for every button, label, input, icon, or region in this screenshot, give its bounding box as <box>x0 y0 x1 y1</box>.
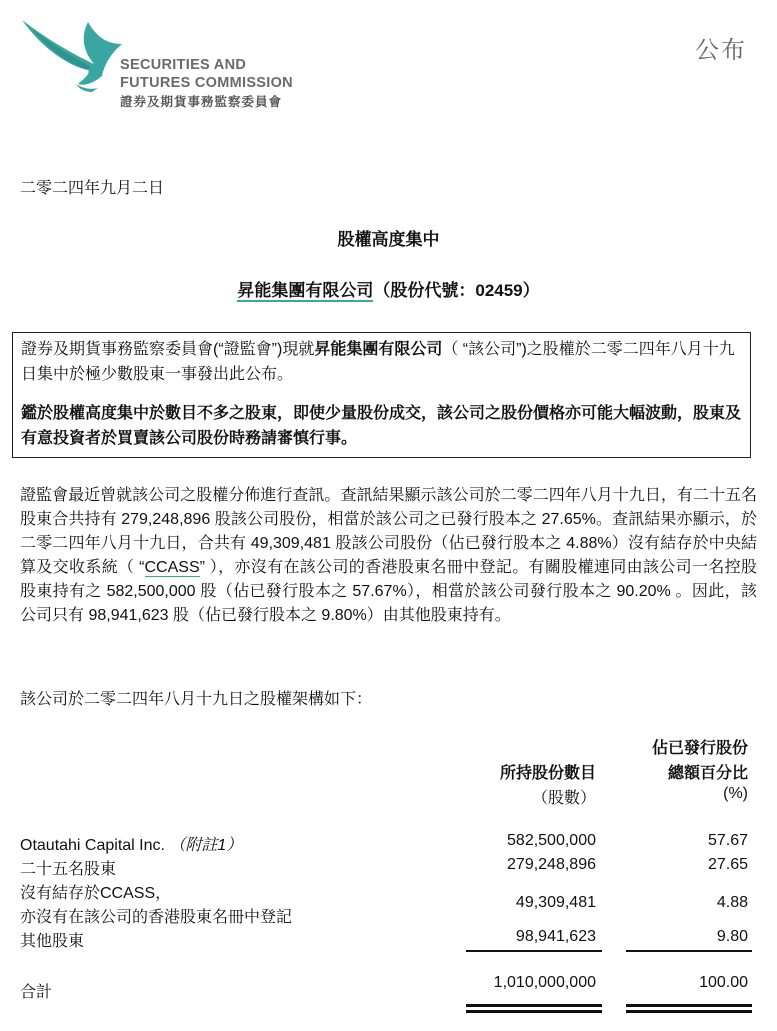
table-cell-shares: 98,941,623 <box>515 928 596 945</box>
shares-header: 所持股份數目 <box>499 765 596 782</box>
total-rule <box>626 1004 752 1007</box>
total-rule <box>626 1010 752 1013</box>
company-name: 昇能集團有限公司 <box>237 281 374 300</box>
table-row-label: 二十五名股東 <box>20 861 117 878</box>
total-label: 合計 <box>20 984 53 1001</box>
table-cell-pct: 27.65 <box>707 856 748 873</box>
logo-text-zh: 證券及期貨事務監察委員會 <box>120 95 283 109</box>
table-row-label: Otautahi Capital Inc. （附註1） <box>20 837 243 854</box>
shares-unit: （股數） <box>531 790 596 807</box>
subtotal-rule <box>466 950 602 952</box>
pct-header-line2: 總額百分比 <box>667 765 748 782</box>
table-cell-shares: 582,500,000 <box>507 832 596 849</box>
table-row-label: 亦沒有在該公司的香港股東名冊中登記 <box>20 909 293 926</box>
table-row-label: 沒有結存於CCASS， <box>20 885 172 902</box>
total-pct: 100.00 <box>699 974 748 991</box>
stock-code: （股份代號：02459） <box>373 281 540 300</box>
page-title: 股權高度集中 <box>337 230 440 249</box>
total-shares: 1,010,000,000 <box>493 974 596 991</box>
logo-text-en: SECURITIES AND FUTURES COMMISSION <box>120 57 293 91</box>
body-paragraph: 證監會最近曾就該公司之股權分佈進行查訊。查訊結果顯示該公司於二零二四年八月十九日，有二十五名股東合共持有 279,248,896 股該公司股份，相當於該公司之已發行股本之 27.65%。查訊結果亦顯示，於二零二四年八月十九日，合共有 49,309,481 股該公司股份（佔已發行股本之 4.88%）沒有結存於中央結算及交收系統（ “CCASS” ），亦沒有在該公司的香港股東名冊中登記。有關股權連同由該公司一名控股股東持有之 582,500,000 股（佔已發行股本之 57.67%），相當於該公司發行股本之 90.20% 。因此，該公司只有 98,941,623 股（佔已發行股本之 9.80%）由其他股東持有。 <box>20 487 757 624</box>
notice-warning: 鑑於股權高度集中於數目不多之股東，即使少量股份成交，該公司之股份價格亦可能大幅波動，股東及有意投資者於買賣該公司股份時務請審慎行事。 <box>21 405 742 447</box>
notice-box <box>12 332 751 458</box>
sfc-logo <box>18 14 318 114</box>
subtotal-rule <box>626 950 752 952</box>
table-cell-pct: 57.67 <box>707 832 748 849</box>
eagle-icon <box>18 14 128 94</box>
total-rule <box>466 1004 602 1007</box>
total-rule <box>466 1010 602 1013</box>
structure-intro: 該公司於二零二四年八月十九日之股權架構如下： <box>20 691 373 708</box>
table-cell-shares: 279,248,896 <box>507 856 596 873</box>
pct-header-line1: 佔已發行股份 <box>651 740 748 757</box>
table-cell-pct: 9.80 <box>716 928 748 945</box>
table-cell-pct: 4.88 <box>716 894 748 911</box>
table-cell-shares: 49,309,481 <box>515 894 596 911</box>
pct-unit: (%) <box>723 785 748 802</box>
company-heading <box>0 276 777 301</box>
notice-paragraph: 證券及期貨事務監察委員會(“證監會”)現就昇能集團有限公司（ “該公司”)之股權於二零二四年八月十九日集中於極少數股東一事發出此公布。 <box>21 341 735 383</box>
ccass-link: CCASS <box>144 559 200 576</box>
announcement-label: 公布 <box>695 37 747 64</box>
publication-date: 二零二四年九月二日 <box>20 180 165 197</box>
table-row-label: 其他股東 <box>20 933 85 950</box>
